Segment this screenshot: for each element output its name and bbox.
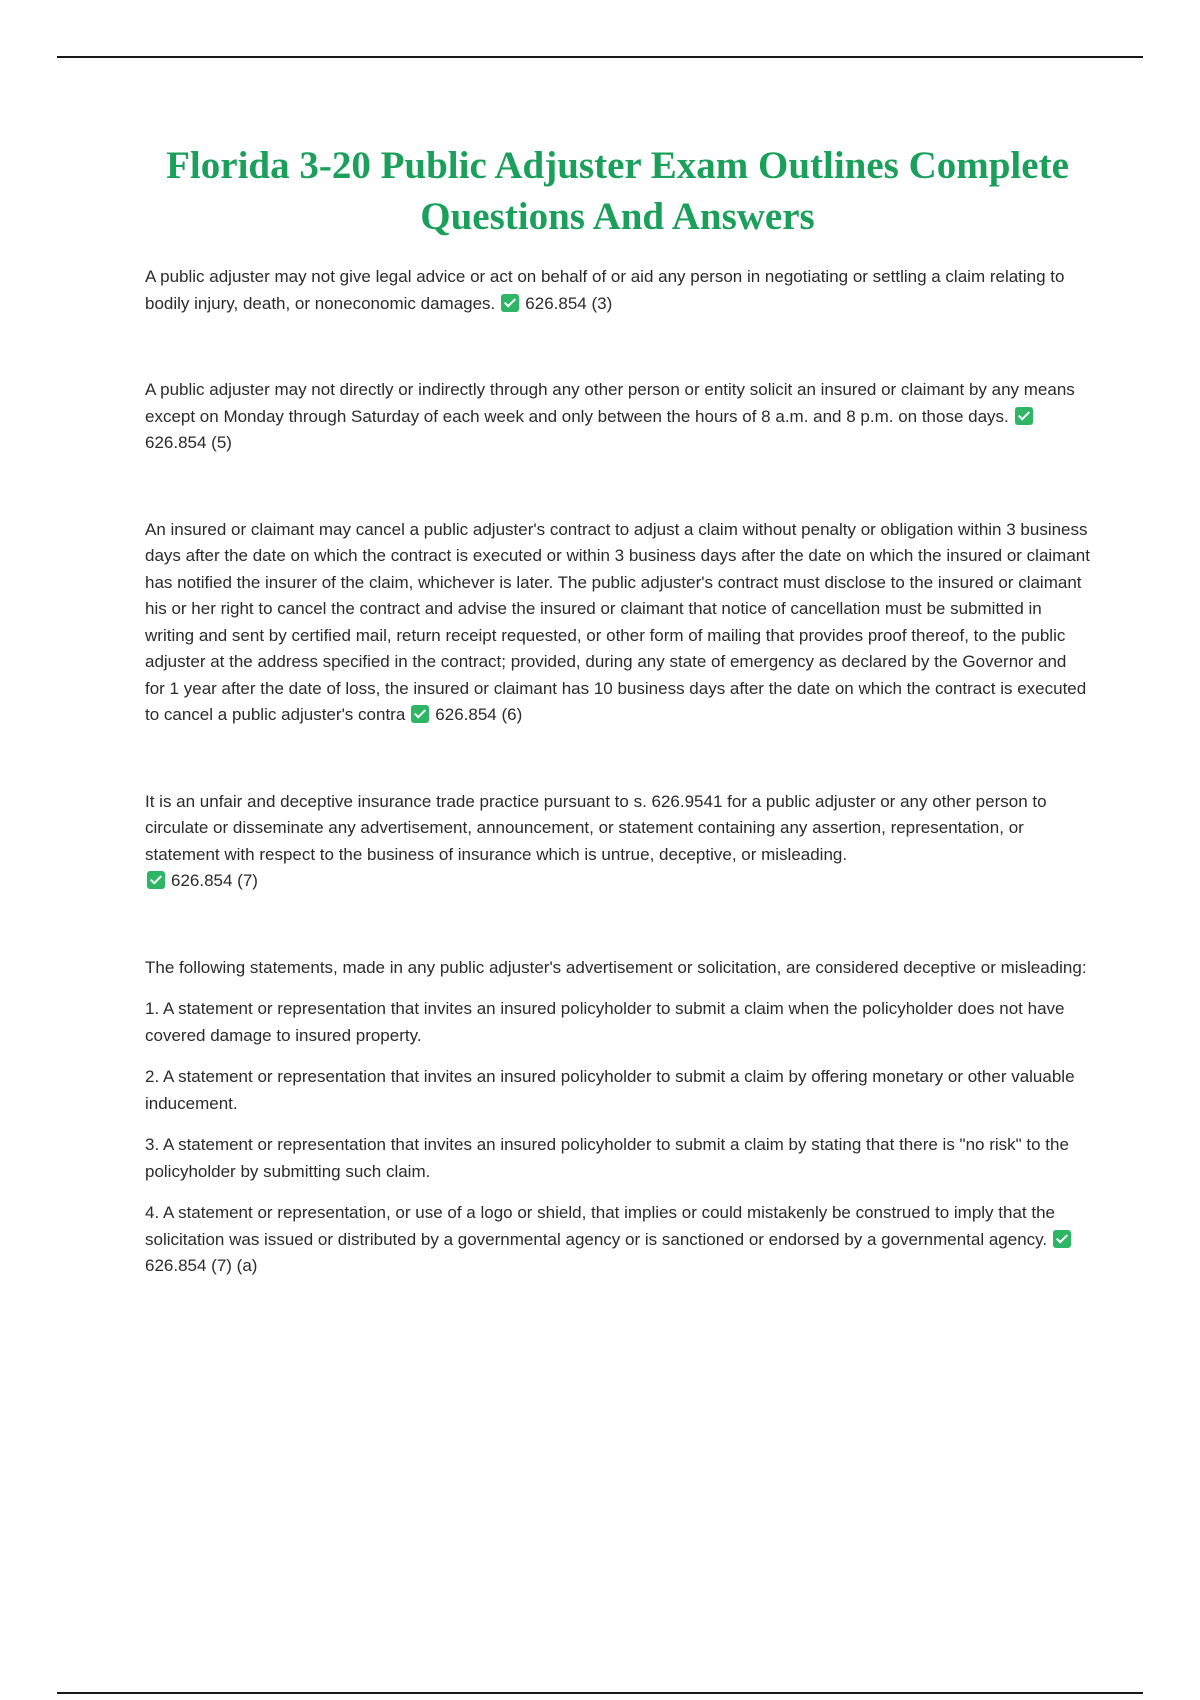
answer-line	[145, 868, 1090, 895]
question-text: An insured or claimant may cancel a public adjuster's contract to adjust a claim without penalty or obligation within 3 business days after the date on which the contract is executed or within 3 business days after the date on which the insured or claimant has notified the insurer of the claim, whichever is later. The public adjuster's contract must disclose to the insured or claimant his or her right to cancel the contract and advise the insured or claimant that notice of cancellation must be submitted in writing and sent by certified mail, return receipt requested, or other form of mailing that provides proof thereof, to the public adjuster at the address specified in the contract; provided, during any state of emergency as declared by the Governor and for 1 year after the date of loss, the insured or claimant has 10 business days after the date on which the contract is executed to cancel a public adjuster's contra	[145, 519, 1090, 724]
question-intro: The following statements, made in any public adjuster's advertisement or solicitation, are considered deceptive or misleading:	[145, 957, 1087, 977]
check-mark-icon	[501, 294, 519, 312]
top-rule	[57, 56, 1143, 58]
check-mark-icon	[1015, 407, 1033, 425]
list-item: 1. A statement or representation that invites an insured policyholder to submit a claim when the policyholder does not have covered damage to insured property.	[145, 999, 1065, 1045]
qa-text	[145, 377, 1090, 457]
answer-text: 626.854 (7)	[171, 871, 258, 890]
qa-item-1	[145, 264, 1090, 317]
document-page	[145, 140, 1090, 1340]
qa-text	[145, 789, 1090, 869]
answer-text: 626.854 (3)	[525, 293, 613, 313]
qa-text	[145, 517, 1090, 729]
question-text: A public adjuster may not give legal advice or act on behalf of or aid any person in negotiating or settling a claim relating to bodily injury, death, or noneconomic damages.	[145, 267, 1065, 313]
check-mark-icon	[1053, 1230, 1071, 1248]
question-text: It is an unfair and deceptive insurance trade practice pursuant to s. 626.9541 for a public adjuster or any other person to circulate or disseminate any advertisement, announcement, or statement containing any assertion, representation, or statement with respect to the business of insurance which is untrue, deceptive, or misleading.	[145, 791, 1047, 864]
list-item	[145, 1200, 1090, 1280]
document-title: Florida 3-20 Public Adjuster Exam Outlines Complete Questions And Answers	[166, 144, 1069, 238]
qa-item-3	[145, 517, 1090, 729]
list-item: 2. A statement or representation that invites an insured policyholder to submit a claim by offering monetary or other valuable inducement.	[145, 1067, 1075, 1113]
check-mark-icon	[147, 871, 165, 889]
qa-item-5	[145, 955, 1090, 1280]
answer-text: 626.854 (7) (a)	[145, 1256, 258, 1275]
check-mark-icon	[411, 705, 429, 723]
qa-item-4	[145, 789, 1090, 895]
answer-text: 626.854 (6)	[435, 705, 523, 724]
qa-item-2	[145, 377, 1090, 457]
list-item: 3. A statement or representation that invites an insured policyholder to submit a claim by stating that there is "no risk" to the policyholder by submitting such claim.	[145, 1135, 1069, 1181]
question-text: A public adjuster may not directly or indirectly through any other person or entity solicit an insured or claimant by any means except on Monday through Saturday of each week and only between the hours of 8 a.m. and 8 p.m. on those days.	[145, 380, 1075, 426]
list-item-text: 4. A statement or representation, or use of a logo or shield, that implies or could mistakenly be construed to imply that the solicitation was issued or distributed by a governmental agency or is sanctioned or endorsed by a governmental agency.	[145, 1203, 1055, 1249]
answer-text: 626.854 (5)	[145, 433, 232, 452]
qa-text	[145, 264, 1090, 317]
bottom-rule	[57, 1692, 1143, 1694]
